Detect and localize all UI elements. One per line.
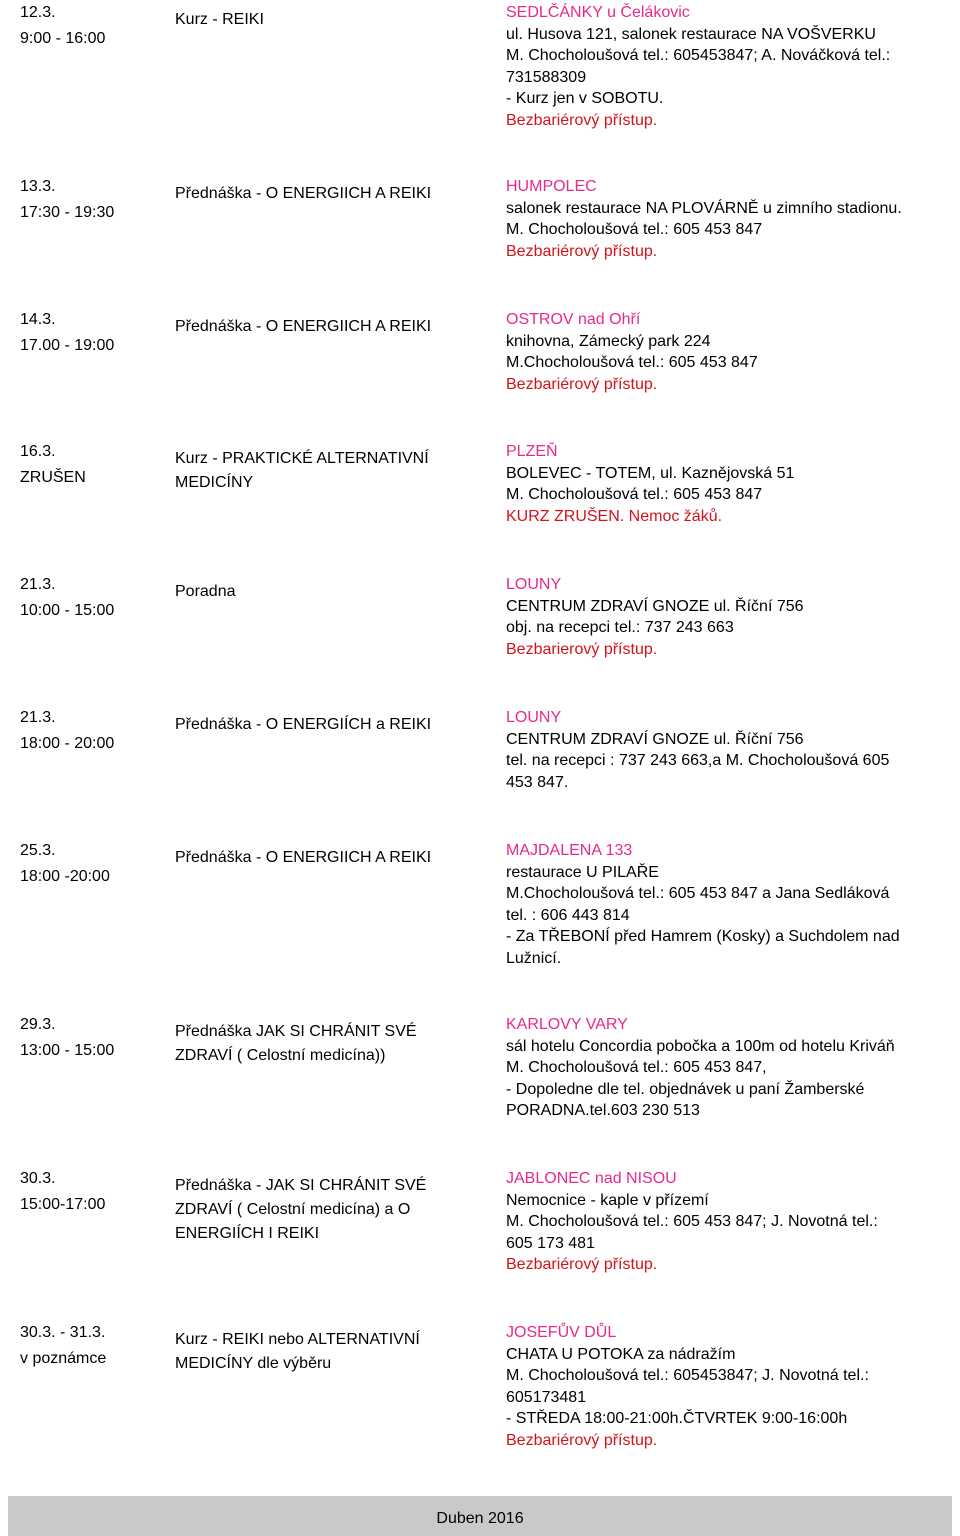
entry-place-name: LOUNY [506,576,562,593]
entry-place-column [506,574,951,660]
entry-note: Bezbariérový přístup. [506,111,658,129]
entry-event-title: Přednáška - O ENERGIICH A REIKI [175,318,432,335]
entry-event-title: Poradna [175,583,236,600]
entry-event-title: Přednáška - JAK SI CHRÁNIT SVÉ [175,1177,427,1194]
entry-event-column [175,447,480,495]
entry-note: KURZ ZRUŠEN. Nemoc žáků. [506,507,723,525]
entry-place-name: SEDLČÁNKY u Čelákovic [506,4,690,21]
entry-time: 9:00 - 16:00 [20,30,106,47]
entry-event-title: Kurz - REIKI [175,11,264,28]
entry-time: 13:00 - 15:00 [20,1042,115,1059]
entry-place-detail: - STŘEDA 18:00-21:00h.ČTVRTEK 9:00-16:00h [506,1410,848,1427]
entry-date-column [20,1168,160,1216]
entry-time: 17.00 - 19:00 [20,337,115,354]
entry-date: 25.3. [20,842,56,859]
entry-place-name: MAJDALENA 133 [506,842,633,859]
entry-place-name: HUMPOLEC [506,178,597,195]
entry-place-column [506,840,951,969]
entry-place-detail: Nemocnice - kaple v přízemí [506,1191,709,1209]
entry-time: 15:00-17:00 [20,1196,106,1213]
entry-time: 10:00 - 15:00 [20,602,115,619]
entry-event-title: Kurz - REIKI nebo ALTERNATIVNÍ [175,1331,420,1348]
entry-place-detail: M.Chocholoušová tel.: 605 453 847 [506,354,758,371]
entry-date-column [20,840,160,888]
entry-event-title: Přednáška - O ENERGIÍCH a REIKI [175,716,432,733]
entry-event-title: ZDRAVÍ ( Celostní medicína) a O [175,1201,411,1218]
entry-event-title: Přednáška - O ENERGIICH A REIKI [175,185,432,202]
entry-note: Bezbariérový přístup. [506,242,658,260]
entry-event-title: ENERGIÍCH I REIKI [175,1225,320,1242]
entry-date: 21.3. [20,576,56,593]
entry-place-detail: M. Chocholoušová tel.: 605453847; J. Novotná tel.: [506,1367,869,1384]
entry-date-column [20,441,160,489]
entry-place-detail: tel. na recepci : 737 243 663,a M. Chocholoušová 605 [506,752,890,769]
entry-time: ZRUŠEN [20,469,86,486]
entry-date: 16.3. [20,443,56,460]
entry-place-detail: - Za TŘEBONÍ před Hamrem (Kosky) a Suchdolem nad [506,928,900,945]
entry-time: v poznámce [20,1350,107,1367]
entry-place-detail: M. Chocholoušová tel.: 605 453 847 [506,221,763,238]
entry-place-detail: 605173481 [506,1388,587,1406]
entry-place-detail: BOLEVEC - TOTEM, ul. Kaznějovská 51 [506,464,795,482]
entry-place-column [506,1014,951,1122]
entry-time: 18:00 -20:00 [20,868,110,885]
entry-place-name: LOUNY [506,709,562,726]
footer-month-label: Duben 2016 [436,1510,524,1527]
entry-place-column [506,2,951,131]
entry-place-detail: 731588309 [506,68,587,86]
entry-date: 14.3. [20,311,56,328]
entry-place-detail: CENTRUM ZDRAVÍ GNOZE ul. Říční 756 [506,597,804,615]
entry-event-column [175,846,480,870]
entry-note: Bezbariérový přístup. [506,1431,658,1449]
entry-place-name: JOSEFŮV DŮL [506,1324,617,1341]
entry-place-detail: CENTRUM ZDRAVÍ GNOZE ul. Říční 756 [506,730,804,748]
entry-event-column [175,1328,480,1376]
entry-date-column [20,1014,160,1062]
entry-note: Bezbariérový přístup. [506,375,658,393]
entry-place-detail: restaurace U PILAŘE [506,863,659,881]
entry-note: Bezbarierový přístup. [506,640,658,658]
entry-place-detail: 605 173 481 [506,1234,595,1252]
entry-date-column [20,707,160,755]
entry-place-column [506,441,951,527]
entry-time: 17:30 - 19:30 [20,204,115,221]
entry-place-detail: sál hotelu Concordia pobočka a 100m od hotelu Kriváň [506,1037,895,1055]
entry-place-detail: - Kurz jen v SOBOTU. [506,90,664,107]
entry-place-name: OSTROV nad Ohří [506,311,641,328]
entry-place-detail: ul. Husova 121, salonek restaurace NA VOŠVERKU [506,25,876,43]
entry-event-column [175,713,480,737]
entry-place-detail: M. Chocholoušová tel.: 605 453 847, [506,1059,767,1076]
entry-place-column [506,309,951,395]
entry-place-detail: knihovna, Zámecký park 224 [506,332,711,350]
entry-place-column [506,176,951,262]
entry-event-title: Přednáška JAK SI CHRÁNIT SVÉ [175,1023,417,1040]
entry-event-title: Přednáška - O ENERGIICH A REIKI [175,849,432,866]
entry-time: 18:00 - 20:00 [20,735,115,752]
entry-event-column [175,182,480,206]
entry-place-name: PLZEŇ [506,443,558,460]
entry-place-detail: M. Chocholoušová tel.: 605453847; A. Nováčková tel.: [506,47,891,64]
entry-event-title: MEDICÍNY dle výběru [175,1355,332,1372]
entry-event-column [175,315,480,339]
entry-place-detail: - Dopoledne dle tel. objednávek u paní Žamberské [506,1080,865,1098]
entry-place-column [506,707,951,793]
entry-place-name: KARLOVY VARY [506,1016,628,1033]
footer-bar [8,1496,952,1536]
entry-place-detail: salonek restaurace NA PLOVÁRNĚ u zimního stadionu. [506,199,902,217]
entry-place-name: JABLONEC nad NISOU [506,1170,677,1187]
entry-date: 29.3. [20,1016,56,1033]
entry-date-column [20,2,160,50]
entry-event-column [175,580,480,604]
entry-date-column [20,574,160,622]
entry-date-column [20,1322,160,1370]
entry-place-detail: PORADNA.tel.603 230 513 [506,1102,700,1119]
entry-date: 21.3. [20,709,56,726]
entry-date: 30.3. [20,1170,56,1187]
entry-place-detail: Lužnicí. [506,949,562,967]
entry-place-detail: M. Chocholoušová tel.: 605 453 847; J. Novotná tel.: [506,1213,878,1230]
entry-event-title: ZDRAVÍ ( Celostní medicína)) [175,1047,386,1064]
entry-place-detail: 453 847. [506,773,569,791]
entry-event-column [175,1020,480,1068]
entry-date: 30.3. - 31.3. [20,1324,106,1341]
entry-place-detail: obj. na recepci tel.: 737 243 663 [506,619,734,636]
entry-date: 13.3. [20,178,56,195]
entry-place-detail: CHATA U POTOKA za nádražím [506,1345,736,1363]
entry-event-title: Kurz - PRAKTICKÉ ALTERNATIVNÍ [175,450,429,467]
entry-place-column [506,1168,951,1276]
entry-place-detail: tel. : 606 443 814 [506,906,630,924]
entry-event-title: MEDICÍNY [175,474,254,491]
entry-date: 12.3. [20,4,56,21]
entry-event-column [175,1174,480,1246]
entry-place-detail: M.Chocholoušová tel.: 605 453 847 a Jana Sedláková [506,885,890,902]
entry-date-column [20,176,160,224]
entry-event-column [175,8,480,32]
entry-place-detail: M. Chocholoušová tel.: 605 453 847 [506,486,763,503]
entry-date-column [20,309,160,357]
entry-place-column [506,1322,951,1451]
entry-note: Bezbariérový přístup. [506,1256,658,1273]
